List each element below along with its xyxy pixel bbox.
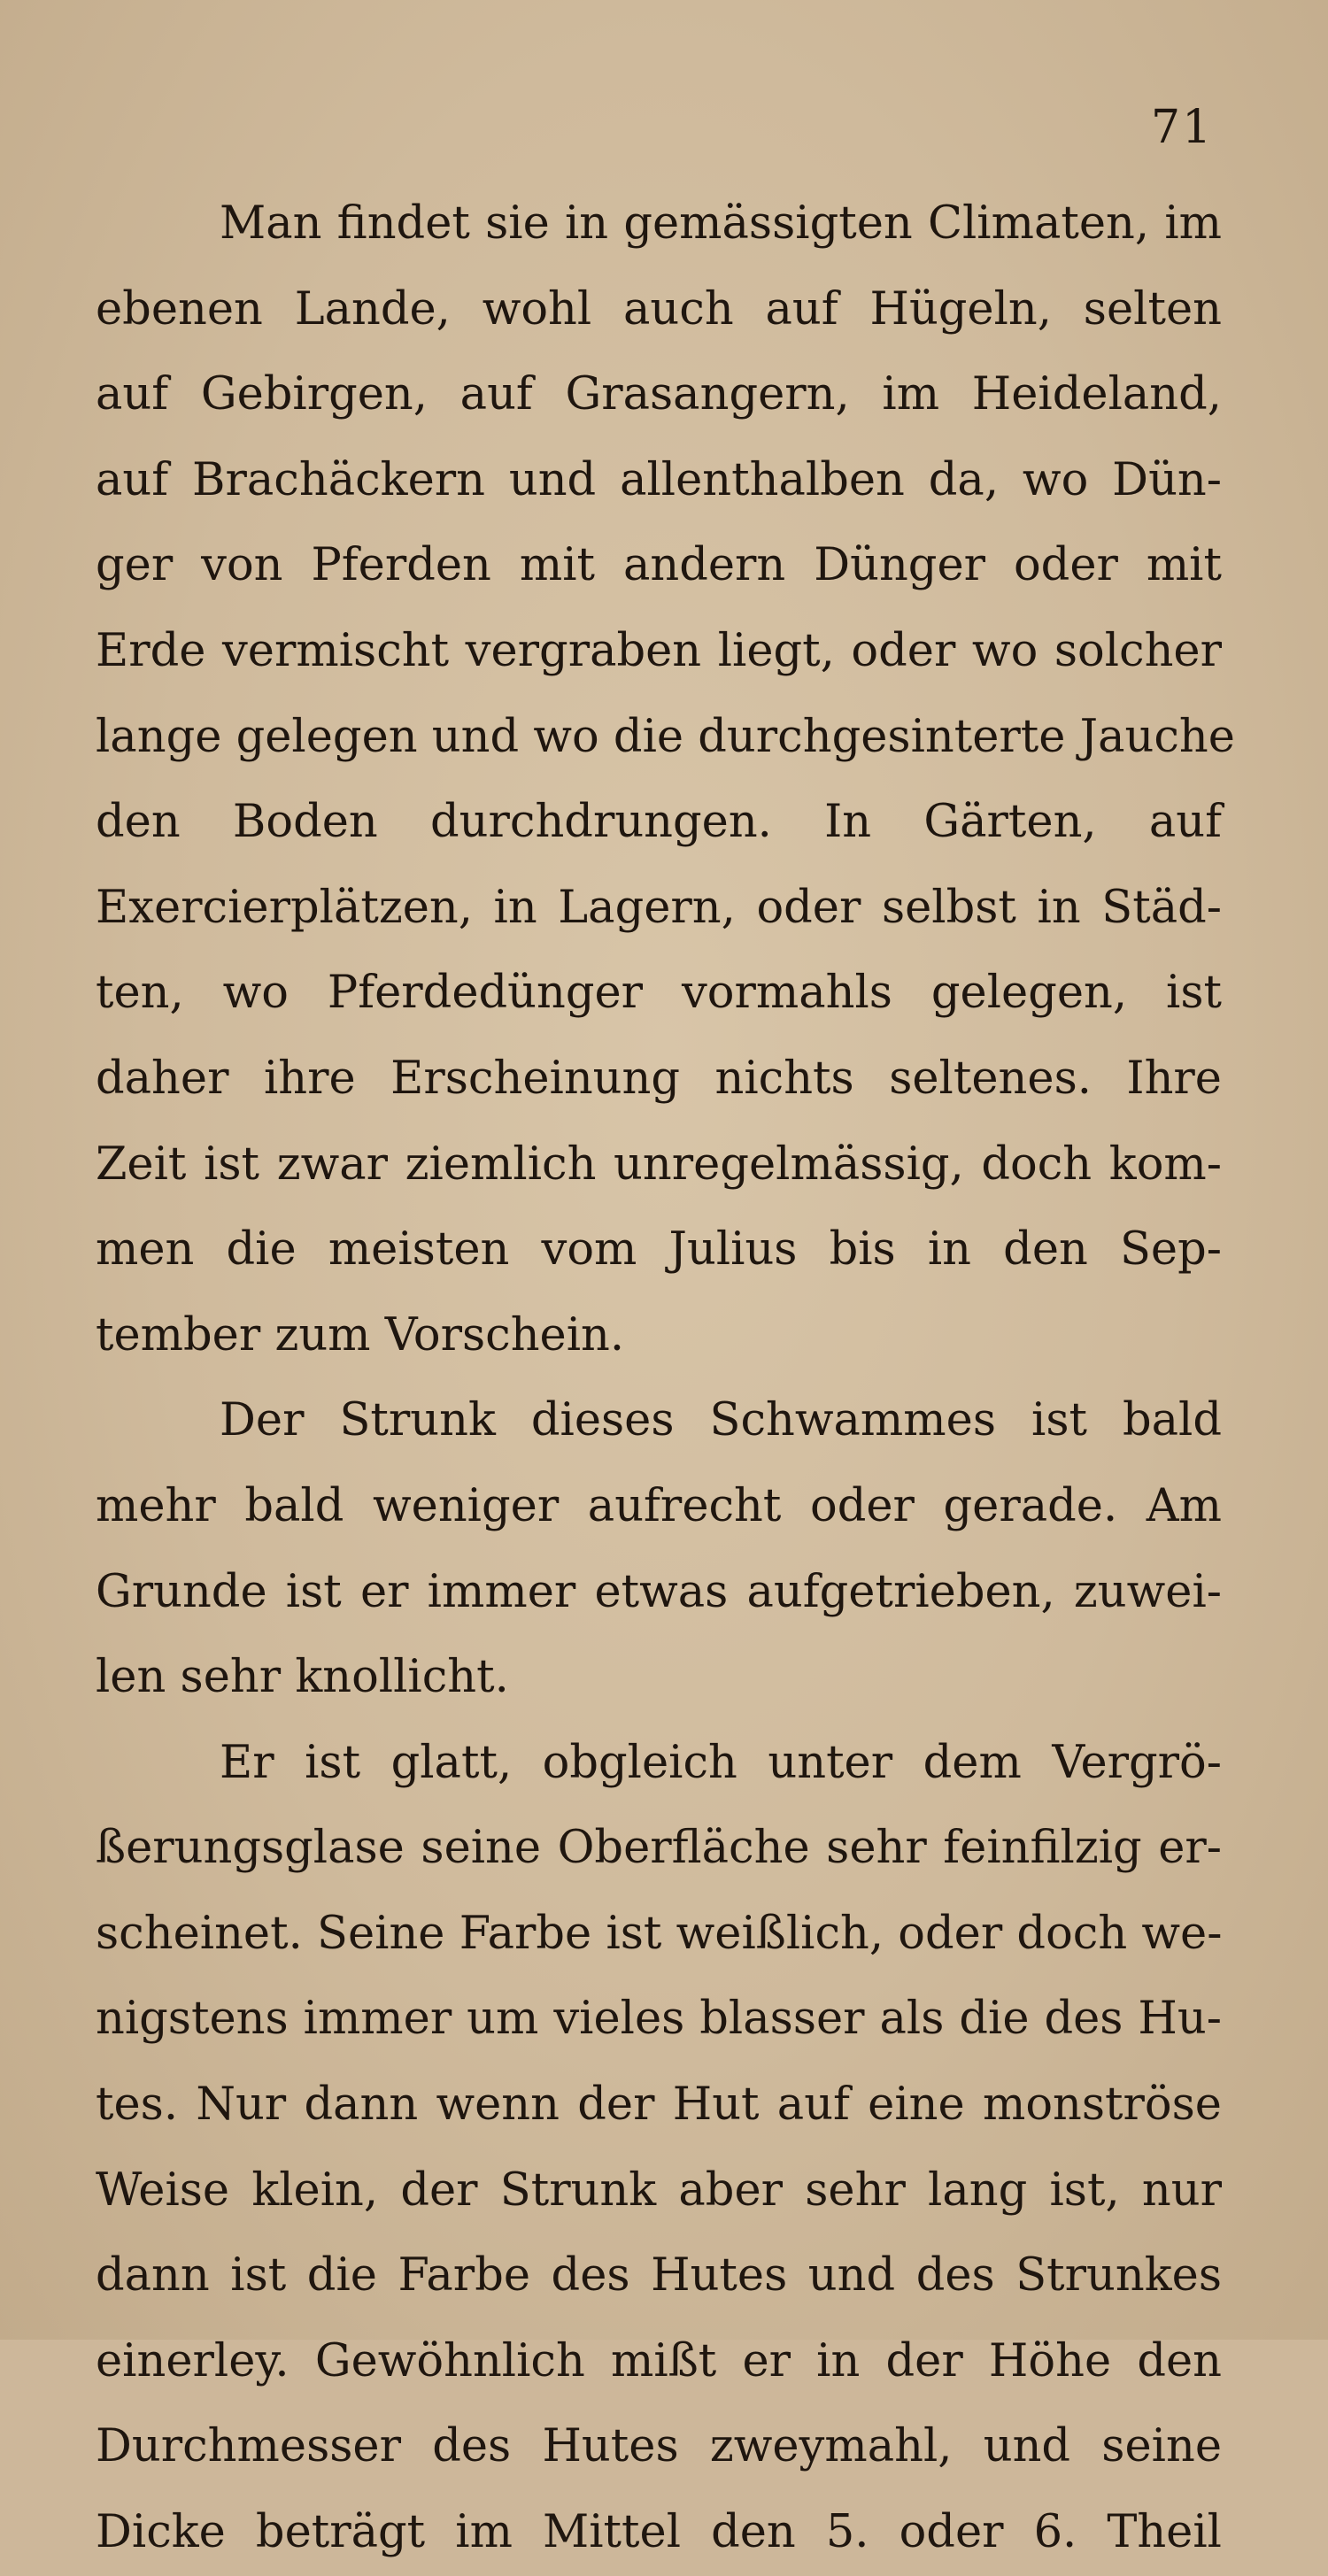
text-line: tes. Nur dann wenn der Hut auf eine monströse bbox=[96, 2079, 1222, 2132]
text-line: Weise klein, der Strunk aber sehr lang ist, nur bbox=[96, 2163, 1222, 2217]
text-line: ten, wo Pferdedünger vormahls gelegen, ist bbox=[96, 967, 1222, 1020]
text-line: Grunde ist er immer etwas aufgetrieben, zuwei- bbox=[96, 1565, 1222, 1618]
text-line: nigstens immer um vieles blasser als die des Hu- bbox=[96, 1993, 1222, 2046]
paragraph-stem-shape bbox=[96, 1378, 1222, 1720]
text-line: ßerungsglase seine Oberfläche sehr feinfilzig er- bbox=[96, 1822, 1222, 1875]
text-line: Erde vermischt vergraben liegt, oder wo solcher bbox=[96, 624, 1222, 677]
paragraph-stem-surface bbox=[96, 1721, 1222, 2576]
text-line: ebenen Lande, wohl auch auf Hügeln, selten bbox=[96, 282, 1222, 335]
page-number: 71 bbox=[1151, 101, 1214, 154]
body-text bbox=[96, 181, 1235, 2576]
text-line: men die meisten vom Julius bis in den Sep- bbox=[96, 1223, 1222, 1276]
paragraph-habitat bbox=[96, 181, 1235, 1378]
text-line: lange gelegen und wo die durchgesinterte Jauche bbox=[96, 710, 1235, 763]
text-line: mehr bald weniger aufrecht oder gerade. Am bbox=[96, 1479, 1222, 1532]
text-line: Zeit ist zwar ziemlich unregelmässig, doch kom- bbox=[96, 1138, 1222, 1191]
text-line: ger von Pferden mit andern Dünger oder mit bbox=[96, 539, 1222, 592]
text-line: einerley. Gewöhnlich mißt er in der Höhe den bbox=[96, 2334, 1222, 2387]
text-line: scheinet. Seine Farbe ist weißlich, oder doch we- bbox=[96, 1907, 1223, 1960]
text-line: Dicke beträgt im Mittel den 5. oder 6. Theil bbox=[96, 2506, 1222, 2559]
text-line: auf Gebirgen, auf Grasangern, im Heideland, bbox=[96, 368, 1222, 421]
text-line: auf Brachäckern und allenthalben da, wo Dün- bbox=[96, 453, 1222, 506]
text-line: Der Strunk dieses Schwammes ist bald bbox=[220, 1394, 1222, 1447]
text-line: dann ist die Farbe des Hutes und des Strunkes bbox=[96, 2249, 1222, 2302]
text-line: tember zum Vorschein. bbox=[96, 1308, 625, 1361]
text-line: Er ist glatt, obgleich unter dem Vergrö- bbox=[220, 1736, 1222, 1789]
text-line: den Boden durchdrungen. In Gärten, auf bbox=[96, 796, 1222, 849]
text-line: daher ihre Erscheinung nichts seltenes. Ihre bbox=[96, 1052, 1222, 1105]
text-line: Man findet sie in gemässigten Climaten, im bbox=[220, 197, 1222, 250]
text-line: Durchmesser des Hutes zweymahl, und seine bbox=[96, 2420, 1222, 2473]
text-line: Exercierplätzen, in Lagern, oder selbst in Städ- bbox=[96, 881, 1222, 934]
text-line: len sehr knollicht. bbox=[96, 1651, 509, 1704]
